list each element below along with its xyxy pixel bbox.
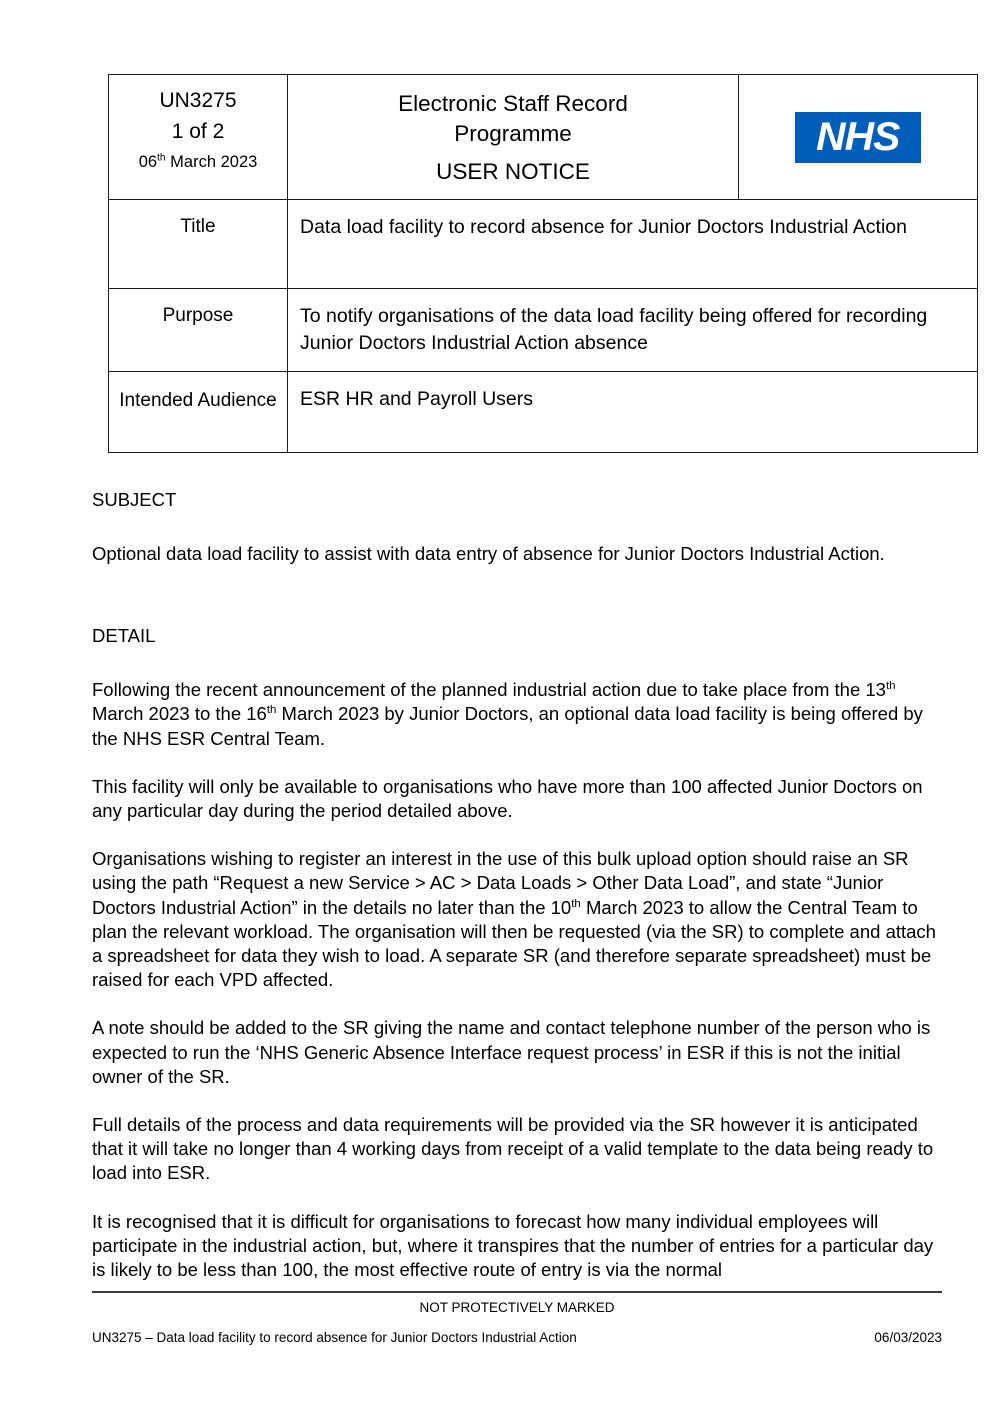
programme-title-cell <box>288 75 739 200</box>
subject-body: Optional data load facility to assist with data entry of absence for Junior Doctors Industrial Action. <box>92 543 885 564</box>
detail-p3-part-a: Organisations wishing to register an interest in the use of this bulk upload option should raise an SR using the path “Request a new Service > AC > Data Loads > Other Data Load”, and state “Junior Doctors Industrial Action” in the details no later than the 10 <box>92 848 909 918</box>
detail-paragraph-5: Full details of the process and data requirements will be provided via the SR however it is anticipated that it will take no longer than 4 working days from receipt of a valid template to the data being ready to load into ESR. <box>92 1114 934 1184</box>
notice-header-table <box>108 74 978 453</box>
notice-date-day: 06 <box>138 153 158 171</box>
meta-label-audience: Intended Audience <box>109 372 288 453</box>
detail-paragraph-6: It is recognised that it is difficult for organisations to forecast how many individual employees will participate in the industrial action, but, where it transpires that the number of entries for a particular day is likely to be less than 100, the most effective route of entry is via the normal <box>92 1210 934 1281</box>
detail-p3-ordinal: th <box>571 897 581 910</box>
programme-name-line2: Programme <box>454 121 572 146</box>
nhs-logo-cell <box>739 75 978 200</box>
notice-date <box>115 147 281 177</box>
detail-paragraph-1 <box>92 678 942 751</box>
footer-divider <box>92 1291 942 1293</box>
meta-row-title <box>109 200 978 289</box>
notice-identity-cell <box>109 75 288 200</box>
notice-id: UN3275 <box>159 89 237 112</box>
detail-p1-part-a: Following the recent announcement of the planned industrial action due to take place from the 13 <box>92 679 886 701</box>
footer-classification: NOT PROTECTIVELY MARKED <box>419 1300 615 1315</box>
detail-paragraph-2: This facility will only be available to organisations who have more than 100 affected Junior Doctors on any particular day during the period detailed above. <box>92 775 923 822</box>
notice-date-rest: March 2023 <box>165 153 258 171</box>
header-row-masthead <box>109 75 978 200</box>
document-body <box>92 488 942 1282</box>
detail-p1-ordinal-1: th <box>885 680 896 693</box>
meta-value-purpose: To notify organisations of the data load facility being offered for recording Junior Doctors Industrial Action absence <box>288 289 978 372</box>
notice-date-ordinal: th <box>157 152 166 164</box>
programme-name-line1: Electronic Staff Record <box>398 91 628 116</box>
meta-row-purpose <box>109 289 978 372</box>
notice-type: USER NOTICE <box>436 159 590 184</box>
nhs-logo-icon <box>795 112 921 163</box>
detail-p3-part-b: March 2023 to allow the Central Team to plan the relevant workload. The organisation will then be requested (via the SR) to complete and attach a spreadsheet for data they wish to load. A separate SR (and therefore separate spreadsheet) must be raised for each VPD affected. <box>92 896 936 991</box>
detail-paragraph-4: A note should be added to the SR giving the name and contact telephone number of the person who is expected to run the ‘NHS Generic Absence Interface request process’ in ESR if this is not the initial owner of the SR. <box>92 1017 931 1087</box>
meta-value-title: Data load facility to record absence for Junior Doctors Industrial Action <box>288 200 978 289</box>
detail-p1-ordinal-2: th <box>266 704 277 717</box>
detail-p1-part-b: March 2023 to the 16 <box>92 703 267 725</box>
meta-value-audience: ESR HR and Payroll Users <box>288 372 978 453</box>
page-indicator: 1 of 2 <box>171 120 225 143</box>
footer-date: 06/03/2023 <box>874 1330 942 1345</box>
footer-reference: UN3275 – Data load facility to record absence for Junior Doctors Industrial Action <box>92 1330 577 1345</box>
detail-p1-part-c: March 2023 by Junior Doctors, an optional data load facility is being offered by the NHS ESR Central Team. <box>92 703 923 749</box>
meta-row-audience <box>109 372 978 453</box>
detail-paragraph-3 <box>92 847 942 992</box>
subject-heading: SUBJECT <box>92 489 177 510</box>
nhs-logo-text: NHS <box>816 114 900 159</box>
meta-label-title: Title <box>109 200 288 289</box>
meta-label-purpose: Purpose <box>109 289 288 372</box>
detail-heading: DETAIL <box>92 625 156 647</box>
